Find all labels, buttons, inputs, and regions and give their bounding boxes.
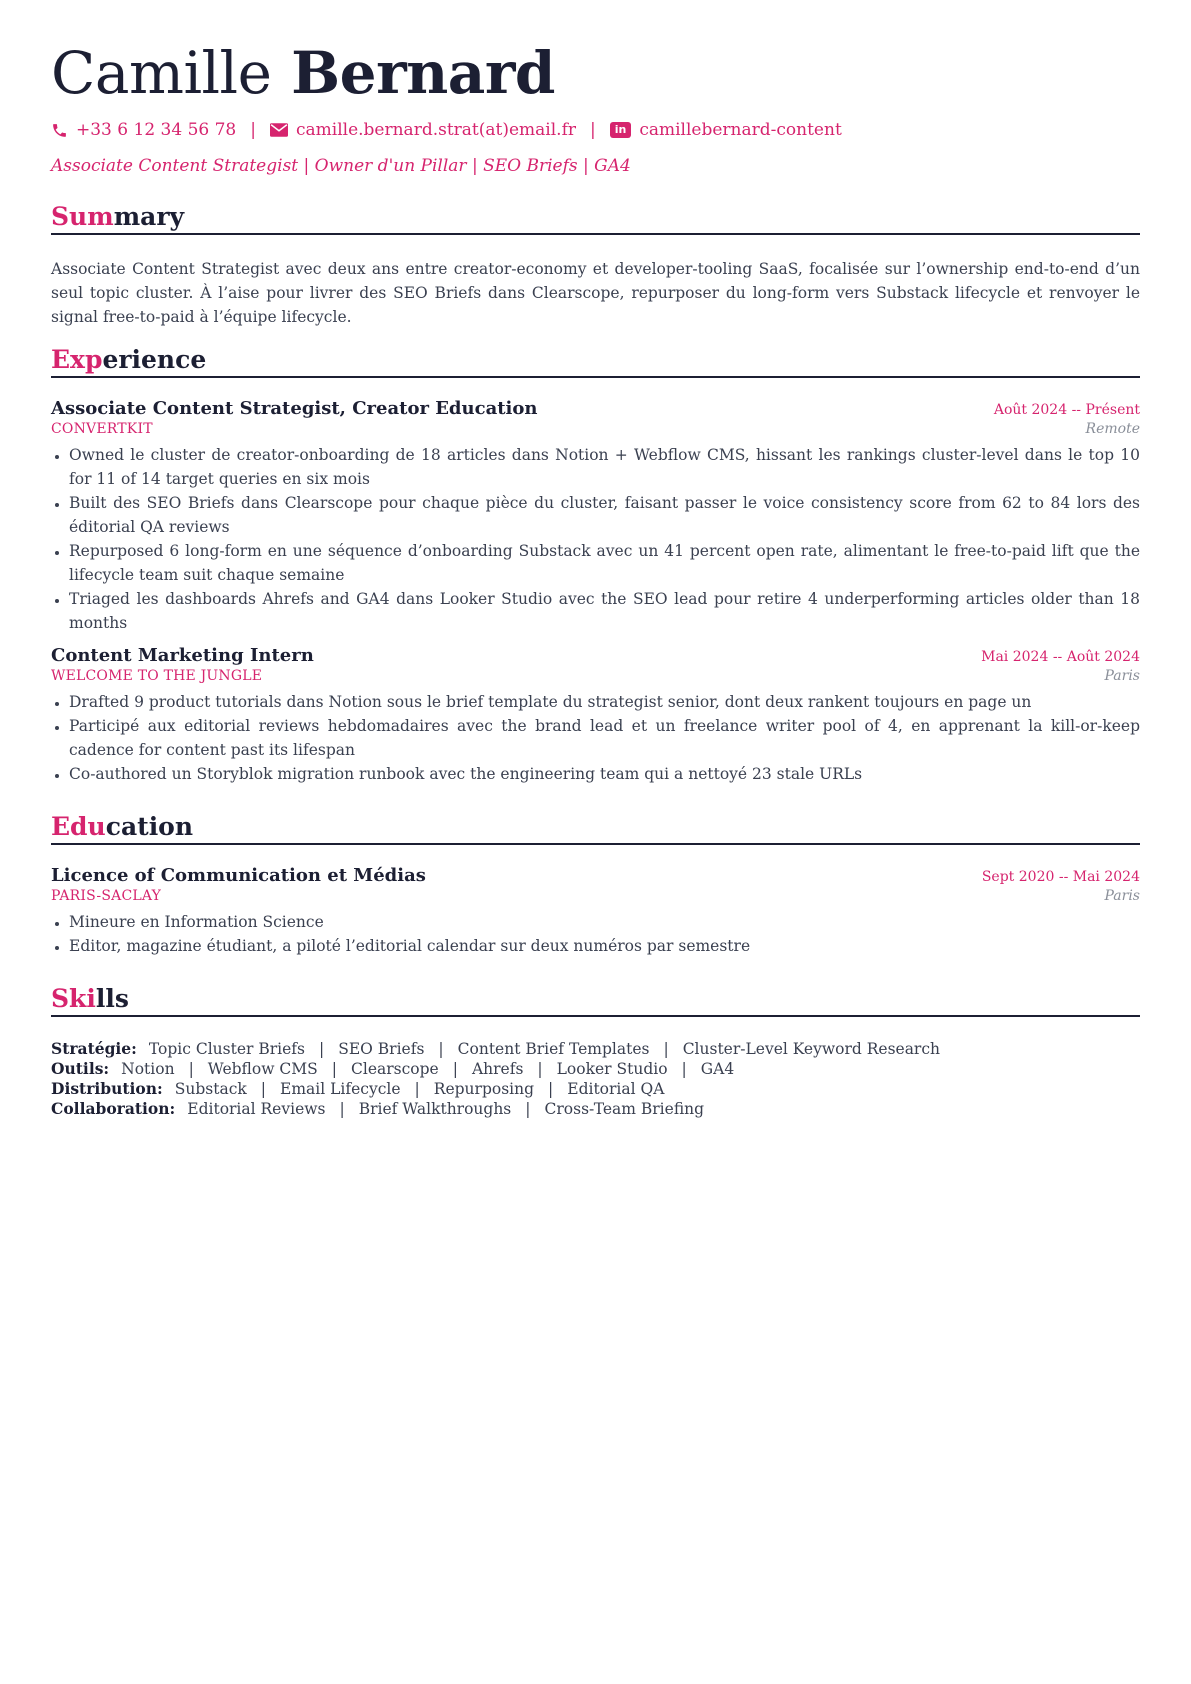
skill-text: SEO Briefs xyxy=(338,1040,425,1058)
skill-text: Looker Studio xyxy=(556,1060,668,1078)
skill-text: Webflow CMS xyxy=(207,1060,318,1078)
company-name: CONVERTKIT xyxy=(51,421,153,437)
contact-email[interactable] xyxy=(270,120,576,140)
section-title-accent: Ski xyxy=(51,984,96,1013)
skill-separator: | xyxy=(331,1060,338,1078)
contact-line xyxy=(51,120,1140,140)
skill-separator: | xyxy=(452,1060,458,1078)
education-dates: Sept 2020 -- Mai 2024 xyxy=(981,869,1140,885)
skill-item xyxy=(318,1059,439,1079)
skill-category: Distribution: xyxy=(51,1079,163,1098)
skill-text: Content Brief Templates xyxy=(457,1040,650,1058)
skill-item xyxy=(305,1039,424,1059)
section-title-skills xyxy=(51,984,1140,1017)
skill-text: Clearscope xyxy=(351,1060,439,1078)
summary-text: Associate Content Strategist avec deux ans entre creator-economy et developer-tooling SaaS, focalisée sur l’ownership end-to-end d’un seul topic cluster. À l’aise pour livrer des SEO Briefs dans Clearscope, repurposer du long-form vers Substack lifecycle et renvoyer le signal free-to-paid à l’équipe lifecycle. xyxy=(51,260,1140,326)
contact-separator: | xyxy=(590,120,596,140)
company-name: WELCOME TO THE JUNGLE xyxy=(51,668,263,684)
school-name: PARIS-SACLAY xyxy=(51,888,162,904)
skill-text: Cross-Team Briefing xyxy=(544,1100,705,1118)
skill-item xyxy=(325,1099,511,1119)
bullet-item: • Mineure en Information Science xyxy=(69,910,1140,934)
skill-text: Editorial QA xyxy=(567,1080,665,1098)
section-title-education xyxy=(51,812,1140,845)
skill-text: Editorial Reviews xyxy=(187,1100,326,1118)
skill-text: Notion xyxy=(121,1060,175,1078)
skill-separator: | xyxy=(525,1100,531,1118)
skills-list xyxy=(51,1039,1140,1119)
job-bullets xyxy=(51,690,1140,786)
bullet-item: • Built des SEO Briefs dans Clearscope pour chaque pièce du cluster, faisant passer le voice consistency score from 62 to 84 lors des éditorial QA reviews xyxy=(69,491,1140,539)
job-location: Remote xyxy=(1085,421,1140,437)
skill-separator: | xyxy=(663,1040,669,1058)
skill-text: GA4 xyxy=(700,1060,735,1078)
education-entry xyxy=(51,865,1140,958)
experience-entry xyxy=(51,645,1140,786)
contact-linkedin[interactable] xyxy=(610,120,842,140)
skill-item xyxy=(175,1079,247,1099)
section-title-rest: mary xyxy=(113,202,185,231)
skill-item xyxy=(401,1079,534,1099)
skill-item xyxy=(187,1099,325,1119)
skill-item xyxy=(247,1079,401,1099)
section-title-accent: Edu xyxy=(51,812,106,841)
section-title-rest: cation xyxy=(105,812,194,841)
school-location: Paris xyxy=(1104,888,1140,904)
skill-text: Topic Cluster Briefs xyxy=(148,1040,305,1058)
skill-item xyxy=(149,1039,305,1059)
skill-item xyxy=(668,1059,735,1079)
skill-text: Email Lifecycle xyxy=(280,1080,401,1098)
section-title-accent: Sum xyxy=(51,202,114,231)
skill-item xyxy=(534,1079,664,1099)
job-bullets xyxy=(51,443,1140,635)
headline-tagline: Associate Content Strategist | Owner d'un Pillar | SEO Briefs | GA4 xyxy=(51,156,631,176)
skill-separator: | xyxy=(339,1100,345,1118)
candidate-name xyxy=(51,39,1140,107)
last-name: Bernard xyxy=(291,39,555,107)
bullet-item: • Triaged les dashboards Ahrefs and GA4 dans Looker Studio avec the SEO lead pour retire 4 underperforming articles older than 18 months xyxy=(69,587,1140,635)
skill-category: Collaboration: xyxy=(51,1099,176,1118)
skill-item xyxy=(511,1099,704,1119)
skill-category: Stratégie: xyxy=(51,1039,137,1058)
section-title-rest: lls xyxy=(95,984,129,1013)
bullet-item: • Repurposed 6 long-form en une séquence d’onboarding Substack avec un 41 percent open rate, alimentant le free-to-paid lift que the lifecycle team suit chaque semaine xyxy=(69,539,1140,587)
skill-item xyxy=(523,1059,667,1079)
phone-number: +33 6 12 34 56 78 xyxy=(76,120,237,140)
skill-category: Outils: xyxy=(51,1059,110,1078)
skill-item xyxy=(175,1059,318,1079)
phone-icon xyxy=(51,122,68,139)
first-name: Camille xyxy=(51,39,272,107)
experience-section xyxy=(51,345,1140,786)
bullet-item: • Owned le cluster de creator-onboarding de 18 articles dans Notion + Webflow CMS, hissant les rankings cluster-level dans le top 10 for 11 of 14 target queries en six mois xyxy=(69,443,1140,491)
skill-text: Cluster-Level Keyword Research xyxy=(682,1040,941,1058)
bullet-item: • Editor, magazine étudiant, a piloté l’editorial calendar sur deux numéros par semestre xyxy=(69,934,1140,958)
bullet-item: • Participé aux editorial reviews hebdomadaires avec the brand lead et un freelance writer pool of 4, en apprenant la kill-or-keep cadence for content past its lifespan xyxy=(69,714,1140,762)
job-title: Associate Content Strategist, Creator Education xyxy=(51,398,538,419)
skill-separator: | xyxy=(548,1080,554,1098)
skill-item xyxy=(121,1059,174,1079)
section-title-summary xyxy=(51,202,1140,235)
contact-separator: | xyxy=(250,120,256,140)
job-location: Paris xyxy=(1104,668,1140,684)
skills-section xyxy=(51,984,1140,1119)
skill-text: Substack xyxy=(174,1080,247,1098)
email-address: camille.bernard.strat(at)email.fr xyxy=(295,120,576,140)
education-bullets xyxy=(51,910,1140,958)
section-title-rest: erience xyxy=(102,345,207,374)
skill-separator: | xyxy=(414,1080,420,1098)
skill-separator: | xyxy=(681,1060,687,1078)
skill-text: Repurposing xyxy=(433,1080,535,1098)
section-title-accent: Exp xyxy=(51,345,103,374)
envelope-icon xyxy=(270,123,288,137)
linkedin-handle: camillebernard-content xyxy=(639,120,842,140)
skill-separator: | xyxy=(260,1080,267,1098)
experience-entry xyxy=(51,398,1140,635)
job-dates: Août 2024 -- Présent xyxy=(993,402,1140,418)
section-title-experience xyxy=(51,345,1140,378)
skill-row xyxy=(51,1039,1140,1059)
degree-title: Licence of Communication et Médias xyxy=(51,865,426,886)
skill-separator: | xyxy=(537,1060,543,1078)
skill-item xyxy=(424,1039,649,1059)
summary-section xyxy=(51,202,1140,329)
skill-text: Ahrefs xyxy=(471,1060,524,1078)
skill-row xyxy=(51,1059,1140,1079)
bullet-item: • Drafted 9 product tutorials dans Notion sous le brief template du strategist senior, dont deux rankent toujours en page un xyxy=(69,690,1140,714)
skill-text: Brief Walkthroughs xyxy=(358,1100,512,1118)
job-dates: Mai 2024 -- Août 2024 xyxy=(981,649,1140,665)
skill-row xyxy=(51,1079,1140,1099)
bullet-item: • Co-authored un Storyblok migration runbook avec the engineering team qui a nettoyé 23 stale URLs xyxy=(69,762,1140,786)
skill-item xyxy=(649,1039,940,1059)
skill-separator: | xyxy=(188,1060,194,1078)
skill-separator: | xyxy=(318,1040,325,1058)
job-title: Content Marketing Intern xyxy=(51,645,314,666)
skill-row xyxy=(51,1099,1140,1119)
skill-separator: | xyxy=(438,1040,444,1058)
contact-phone[interactable] xyxy=(51,120,236,140)
education-section xyxy=(51,812,1140,958)
linkedin-icon: in xyxy=(610,122,632,138)
skill-item xyxy=(439,1059,524,1079)
